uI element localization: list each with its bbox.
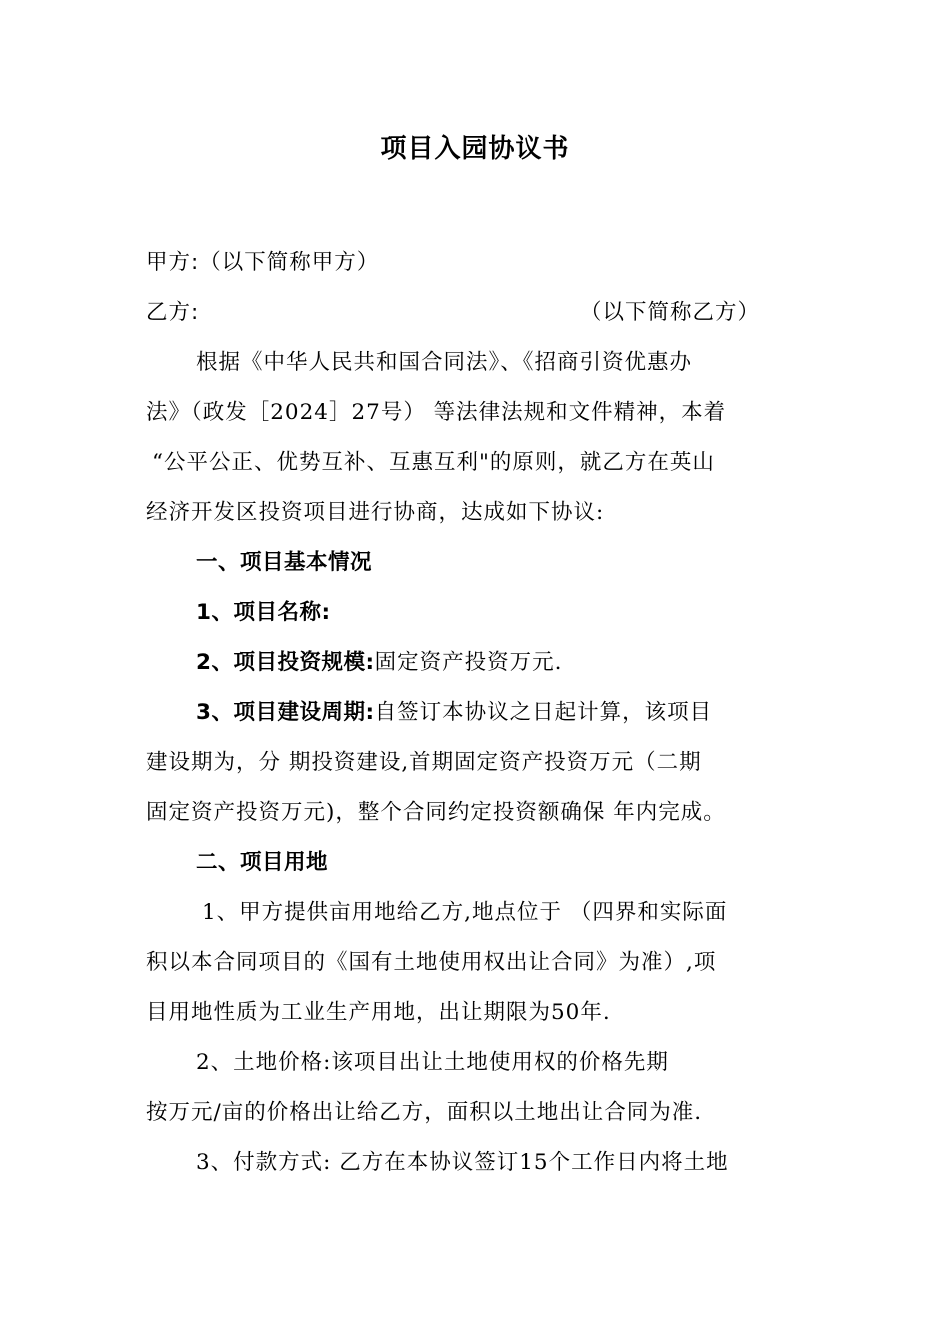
item-2-line — [196, 648, 816, 678]
preamble-line: 根据《中华人民共和国合同法》、《招商引资优惠办 — [196, 350, 693, 375]
land-para-1: 目用地性质为工业生产用地，出让期限为50年. — [146, 1000, 611, 1025]
item-3-cont: 固定资产投资万元)，整个合同约定投资额确保 年内完成。 — [146, 800, 726, 825]
party-b-note: （以下简称乙方） — [580, 300, 761, 325]
land-para-2: 2、土地价格:该项目出让土地使用权的价格先期 — [196, 1050, 669, 1075]
party-b-line — [146, 298, 816, 328]
party-a-note: （以下简称甲方） — [199, 250, 380, 275]
item-3-line — [196, 698, 816, 728]
land-para-1: 1、甲方提供亩用地给乙方,地点位于 （四界和实际面 — [202, 900, 728, 925]
preamble-line: 法》（政发［2024］27号） 等法律法规和文件精神，本着 — [146, 400, 727, 425]
item-3-cont: 建设期为，分 期投资建设,首期固定资产投资万元（二期 — [146, 750, 702, 775]
section-2-heading: 二、项目用地 — [196, 850, 329, 875]
document-title: 项目入园协议书 — [380, 134, 570, 164]
section-1-heading: 一、项目基本情况 — [196, 550, 373, 575]
land-para-2: 按万元/亩的价格出让给乙方，面积以土地出让合同为准. — [146, 1100, 703, 1125]
item-3-label: 3、项目建设周期: — [196, 700, 375, 725]
party-b-label: 乙方: — [146, 300, 200, 325]
item-3-text: 自签订本协议之日起计算，该项目 — [374, 700, 713, 725]
preamble-line: 经济开发区投资项目进行协商，达成如下协议: — [146, 500, 605, 525]
party-a-line — [146, 248, 816, 278]
item-1-label: 1、项目名称: — [196, 600, 331, 625]
item-2-label: 2、项目投资规模: — [196, 650, 375, 675]
land-para-3: 3、付款方式: 乙方在本协议签订15个工作日内将土地 — [196, 1150, 729, 1175]
party-a-label: 甲方: — [146, 250, 200, 275]
item-2-text: 固定资产投资万元. — [374, 650, 563, 675]
land-para-1: 积以本合同项目的《国有土地使用权出让合同》为准）,项 — [146, 950, 717, 975]
preamble-line: “公平公正、优势互补、互惠互利"的原则，就乙方在英山 — [152, 450, 715, 475]
